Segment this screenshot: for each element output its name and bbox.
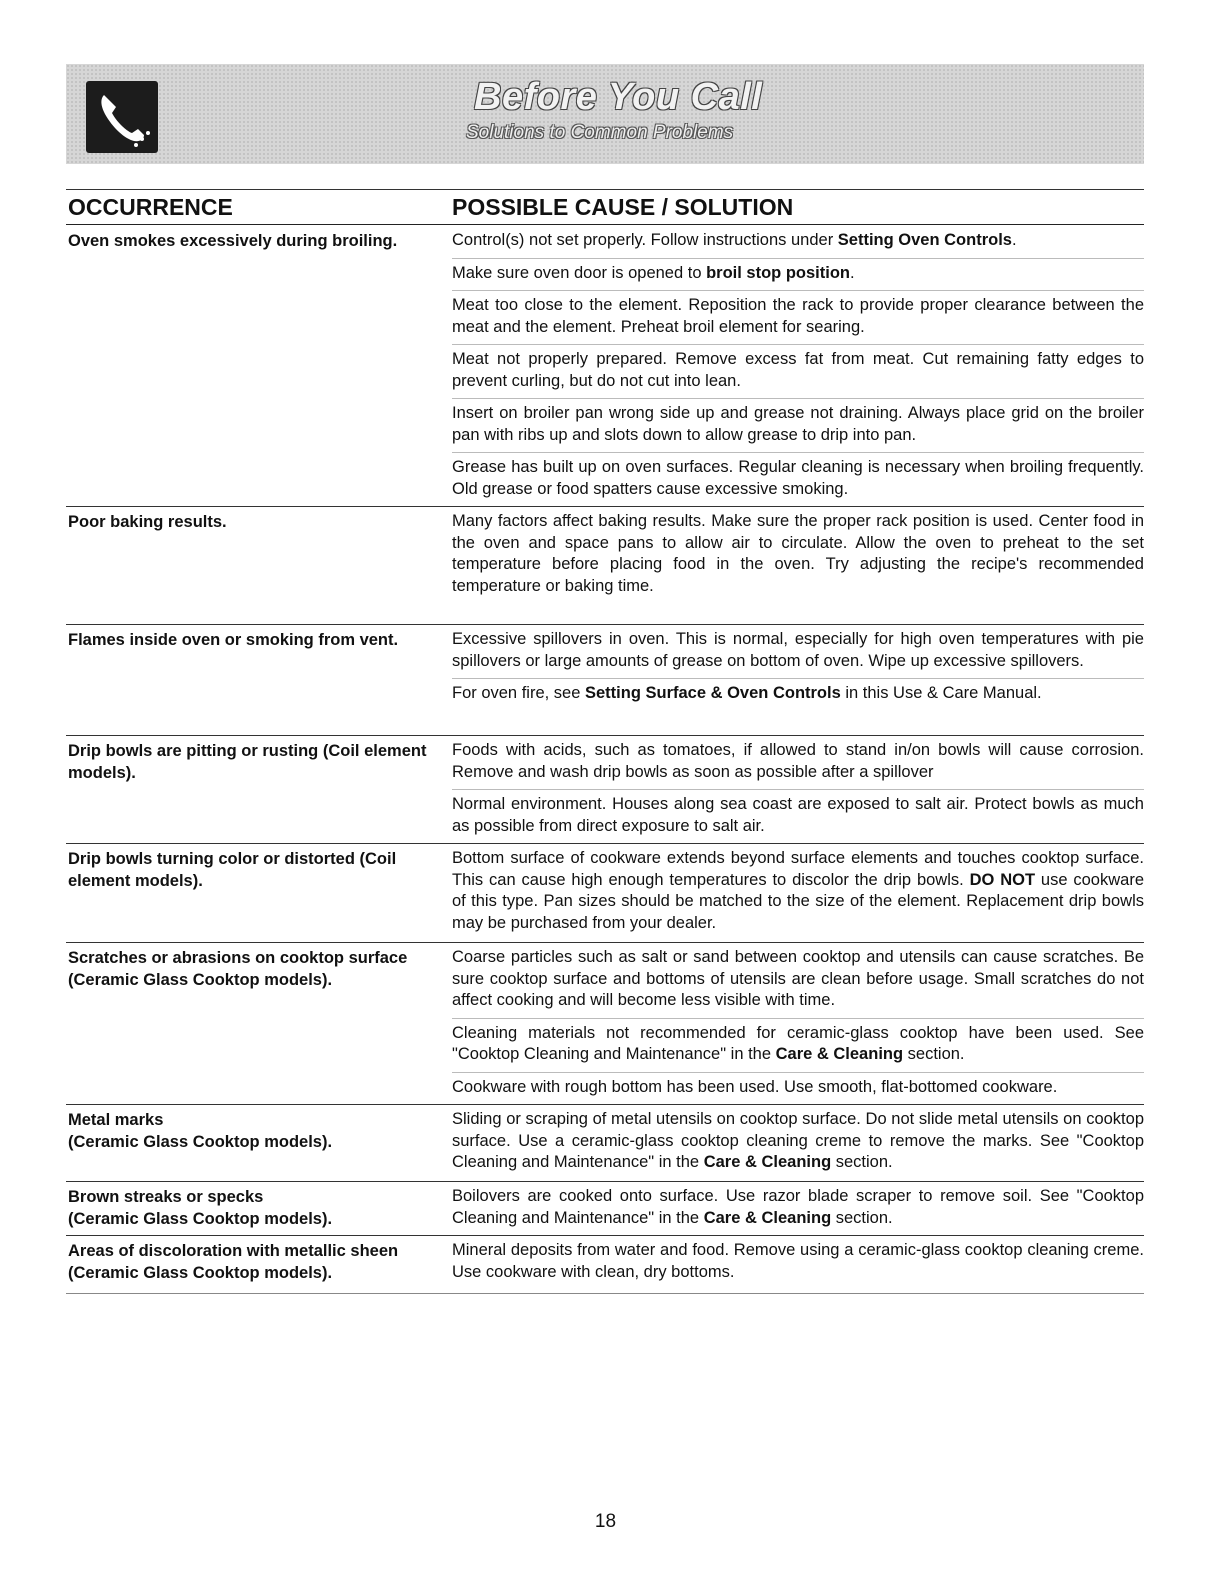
table-row [66, 1236, 1144, 1294]
emphasis-text: Setting Oven Controls [837, 231, 1012, 249]
table-row [66, 507, 1144, 625]
solution-cell [452, 226, 1144, 506]
solution-item [452, 345, 1144, 399]
solution-text: Meat not properly prepared. Remove excess fat from meat. Cut remaining fatty edges to prevent curling, but do not cut into lean. [452, 350, 1144, 390]
table-row [66, 1105, 1144, 1182]
header-banner [66, 64, 1144, 164]
solution-item [452, 291, 1144, 345]
emphasis-text: DO NOT [969, 870, 1036, 889]
solution-cell [452, 943, 1144, 1104]
solution-text: section. [903, 1045, 965, 1063]
solution-item [452, 226, 1144, 259]
solution-item [452, 790, 1144, 843]
table-row [66, 844, 1144, 943]
occurrence-cell: Scratches or abrasions on cooktop surface (Ceramic Glass Cooktop models). [68, 949, 408, 989]
solution-cell [452, 625, 1144, 735]
solution-item [452, 679, 1144, 711]
occurrence-cell: Drip bowls are pitting or rusting (Coil element models). [68, 742, 427, 782]
solution-text: Cleaning materials not recommended for ceramic-glass cooktop have been used. See "Cooktop Cleaning and Maintenance" in the [452, 1023, 1144, 1063]
occurrence-cell: Flames inside oven or smoking from vent. [68, 631, 399, 649]
solution-item [452, 507, 1144, 603]
page-number: 18 [594, 1511, 617, 1532]
solution-text: section. [831, 1153, 893, 1171]
occurrence-cell: Drip bowls turning color or distorted (Coil element models). [68, 850, 397, 890]
solution-item [452, 844, 1144, 940]
occurrence-cell: Areas of discoloration with metallic sheen (Ceramic Glass Cooktop models). [68, 1242, 399, 1282]
solution-text: Make sure oven door is opened to [452, 263, 707, 282]
solution-cell [452, 1105, 1144, 1181]
solution-item [452, 943, 1144, 1019]
occurrence-cell: Metal marks (Ceramic Glass Cooktop models). [68, 1111, 333, 1151]
solution-text: Coarse particles such as salt or sand between cooktop and utensils can cause scratches. Be sure cooktop surface and bottoms of utensils are clean before usage. Small scratches do not affect cooking and will become less visible with time. [452, 948, 1144, 1009]
emphasis-text: Care & Cleaning [775, 1045, 904, 1063]
solution-cell [452, 1236, 1144, 1293]
solution-text: Grease has built up on oven surfaces. Regular cleaning is necessary when broiling frequently. Old grease or food spatters cause excessive smoking. [452, 458, 1144, 498]
solution-item [452, 1019, 1144, 1073]
phone-icon [86, 81, 158, 153]
page-subtitle: Solutions to Common Problems [466, 122, 734, 143]
solution-item [452, 1236, 1144, 1289]
divider [66, 189, 1144, 190]
solution-text: Insert on broiler pan wrong side up and grease not draining. Always place grid on the broiler pan with ribs up and slots down to allow grease to drip into pan. [452, 404, 1144, 444]
solution-text: . [1011, 231, 1017, 249]
solution-cell [452, 1182, 1144, 1235]
occurrence-cell: Oven smokes excessively during broiling. [68, 232, 398, 250]
table-row [66, 1182, 1144, 1236]
solution-text: Control(s) not set properly. Follow instructions under [452, 231, 838, 249]
solution-text: Normal environment. Houses along sea coast are exposed to salt air. Protect bowls as much as possible from direct exposure to salt air. [452, 795, 1144, 835]
solution-text: in this Use & Care Manual. [840, 684, 1042, 702]
solution-text: Bottom surface of cookware extends beyond surface elements and touches cooktop surface. This can cause high enough temperatures to discolor the drip bowls. [452, 849, 1144, 889]
solution-text: For oven fire, see [452, 684, 585, 702]
solution-cell [452, 844, 1144, 942]
solution-item [452, 1073, 1144, 1105]
page-title: Before You Call [474, 76, 763, 118]
solution-item [452, 625, 1144, 679]
troubleshooting-table [66, 226, 1144, 1294]
solution-text: Sliding or scraping of metal utensils on cooktop surface. Do not slide metal utensils on cooktop surface. Use a ceramic-glass cooktop cleaning creme to remove the marks. See "Cooktop Cleaning and Maintenance" in the [452, 1110, 1144, 1171]
solution-text: Excessive spillovers in oven. This is normal, especially for high oven temperatures with pie spillovers or large amounts of grease on bottom of oven. Wipe up excessive spillovers. [452, 630, 1144, 670]
solution-text: section. [831, 1208, 893, 1227]
solution-item [452, 1182, 1144, 1235]
emphasis-text: Care & Cleaning [703, 1153, 832, 1171]
emphasis-text: broil stop position [706, 263, 850, 282]
solution-item [452, 259, 1144, 292]
occurrence-cell: Brown streaks or specks (Ceramic Glass Cooktop models). [68, 1188, 333, 1228]
emphasis-text: Setting Surface & Oven Controls [584, 684, 841, 702]
occurrence-column-header: OCCURRENCE [68, 194, 233, 220]
solution-text: Foods with acids, such as tomatoes, if allowed to stand in/on bowls will cause corrosion. Remove and wash drip bowls as soon as possible after a spillover [452, 741, 1144, 781]
occurrence-cell: Poor baking results. [68, 513, 227, 531]
solution-cell [452, 736, 1144, 843]
solution-item [452, 1105, 1144, 1180]
table-row [66, 736, 1144, 844]
solution-text: Cookware with rough bottom has been used. Use smooth, flat-bottomed cookware. [452, 1077, 1058, 1096]
solution-cell [452, 507, 1144, 624]
solution-item [452, 453, 1144, 506]
solution-text: Boilovers are cooked onto surface. Use razor blade scraper to remove soil. See "Cooktop Cleaning and Maintenance" in the [452, 1187, 1144, 1227]
solution-column-header: POSSIBLE CAUSE / SOLUTION [452, 194, 794, 220]
solution-text: Meat too close to the element. Reposition the rack to provide proper clearance between the meat and the element. Preheat broil element for searing. [452, 296, 1144, 336]
divider [66, 224, 1144, 225]
table-row [66, 625, 1144, 736]
emphasis-text: Care & Cleaning [703, 1208, 832, 1227]
solution-item [452, 736, 1144, 790]
solution-text: Many factors affect baking results. Make sure the proper rack position is used. Center food in the oven and space pans to allow air to circulate. Allow the oven to preheat to the set temperature before placing food in the oven. Try adjusting the recipe's recommended temperature or baking time. [452, 512, 1144, 595]
solution-text: use cookware of this type. Pan sizes should be matched to the size of the element. Replacement drip bowls may be purchased from your dealer. [452, 870, 1144, 932]
table-row [66, 943, 1144, 1105]
solution-item [452, 399, 1144, 453]
solution-text: . [849, 263, 855, 282]
solution-text: Mineral deposits from water and food. Remove using a ceramic-glass cooktop cleaning creme. Use cookware with clean, dry bottoms. [452, 1241, 1144, 1281]
table-row [66, 226, 1144, 507]
